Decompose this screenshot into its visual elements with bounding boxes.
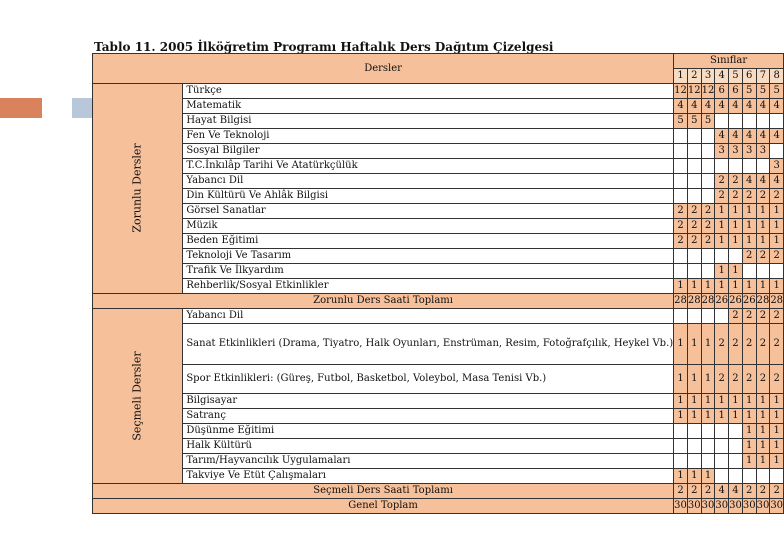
hour-cell: 4 bbox=[742, 129, 756, 144]
subject-name: Tarım/Hayvancılık Uygulamaları bbox=[183, 454, 674, 469]
header-siniflar: Sınıflar bbox=[674, 54, 784, 69]
hour-cell: 1 bbox=[729, 409, 743, 424]
subject-name: Sanat Etkinlikleri (Drama, Tiyatro, Halk Oyunları, Enstrüman, Resim, Fotoğrafçılık, Heykel Vb.) bbox=[183, 324, 674, 365]
hour-cell: 2 bbox=[701, 219, 715, 234]
hour-cell: 3 bbox=[715, 144, 729, 159]
hour-cell: 1 bbox=[742, 394, 756, 409]
hour-cell: 1 bbox=[674, 279, 688, 294]
hour-cell: 1 bbox=[715, 219, 729, 234]
hour-cell bbox=[701, 264, 715, 279]
table-row bbox=[93, 144, 784, 159]
zorunlu-total-row bbox=[93, 294, 784, 309]
subject-name: Trafik Ve İlkyardım bbox=[183, 264, 674, 279]
genel-total-cell: 30 bbox=[674, 499, 688, 514]
secmeli-total-cell: 2 bbox=[770, 484, 784, 499]
table-row bbox=[93, 264, 784, 279]
hour-cell bbox=[674, 129, 688, 144]
hour-cell: 5 bbox=[770, 84, 784, 99]
hour-cell: 4 bbox=[687, 99, 701, 114]
hour-cell: 1 bbox=[701, 279, 715, 294]
hour-cell: 1 bbox=[770, 219, 784, 234]
subject-name: Yabancı Dil bbox=[183, 309, 674, 324]
subject-name: Türkçe bbox=[183, 84, 674, 99]
header-grade: 6 bbox=[742, 69, 756, 84]
zorunlu-total-cell: 26 bbox=[729, 294, 743, 309]
subject-name: Takviye Ve Etüt Çalışmaları bbox=[183, 469, 674, 484]
hour-cell: 1 bbox=[715, 394, 729, 409]
hour-cell bbox=[770, 114, 784, 129]
hour-cell: 2 bbox=[715, 324, 729, 365]
hour-cell bbox=[729, 424, 743, 439]
hour-cell bbox=[687, 454, 701, 469]
hour-cell: 1 bbox=[756, 424, 770, 439]
hour-cell: 1 bbox=[756, 219, 770, 234]
accent-bar-blue-left bbox=[72, 98, 92, 118]
hour-cell: 2 bbox=[770, 189, 784, 204]
hour-cell: 1 bbox=[674, 365, 688, 394]
genel-total-cell: 30 bbox=[770, 499, 784, 514]
hour-cell: 1 bbox=[756, 439, 770, 454]
hour-cell: 1 bbox=[701, 469, 715, 484]
hour-cell: 1 bbox=[742, 439, 756, 454]
schedule-table bbox=[92, 53, 784, 514]
genel-total-cell: 30 bbox=[701, 499, 715, 514]
hour-cell bbox=[687, 189, 701, 204]
hour-cell: 1 bbox=[701, 394, 715, 409]
hour-cell: 2 bbox=[742, 309, 756, 324]
hour-cell: 1 bbox=[729, 219, 743, 234]
zorunlu-total-cell: 26 bbox=[742, 294, 756, 309]
hour-cell bbox=[742, 159, 756, 174]
genel-total-cell: 30 bbox=[756, 499, 770, 514]
hour-cell bbox=[715, 309, 729, 324]
hour-cell: 1 bbox=[729, 279, 743, 294]
hour-cell: 1 bbox=[729, 204, 743, 219]
hour-cell: 12 bbox=[687, 84, 701, 99]
subject-name: Görsel Sanatlar bbox=[183, 204, 674, 219]
hour-cell: 4 bbox=[770, 99, 784, 114]
hour-cell: 1 bbox=[715, 409, 729, 424]
secmeli-label: Seçmeli Dersler bbox=[130, 350, 144, 441]
hour-cell: 3 bbox=[770, 159, 784, 174]
hour-cell: 1 bbox=[701, 409, 715, 424]
hour-cell bbox=[701, 454, 715, 469]
hour-cell bbox=[770, 469, 784, 484]
hour-cell: 2 bbox=[715, 365, 729, 394]
hour-cell: 2 bbox=[729, 189, 743, 204]
table-row bbox=[93, 309, 784, 324]
genel-total-label: Genel Toplam bbox=[93, 499, 674, 514]
hour-cell bbox=[687, 424, 701, 439]
hour-cell: 5 bbox=[687, 114, 701, 129]
hour-cell bbox=[687, 174, 701, 189]
secmeli-total-cell: 2 bbox=[701, 484, 715, 499]
hour-cell: 1 bbox=[687, 409, 701, 424]
hour-cell: 1 bbox=[674, 469, 688, 484]
hour-cell: 2 bbox=[770, 365, 784, 394]
hour-cell: 4 bbox=[674, 99, 688, 114]
hour-cell bbox=[756, 469, 770, 484]
table-row bbox=[93, 454, 784, 469]
zorunlu-total-cell: 28 bbox=[756, 294, 770, 309]
hour-cell bbox=[701, 129, 715, 144]
hour-cell: 4 bbox=[770, 129, 784, 144]
subject-name: Teknoloji Ve Tasarım bbox=[183, 249, 674, 264]
hour-cell bbox=[742, 114, 756, 129]
hour-cell bbox=[687, 249, 701, 264]
table-row bbox=[93, 324, 784, 365]
hour-cell bbox=[729, 439, 743, 454]
hour-cell bbox=[674, 439, 688, 454]
hour-cell bbox=[715, 469, 729, 484]
hour-cell bbox=[715, 249, 729, 264]
hour-cell: 2 bbox=[742, 189, 756, 204]
hour-cell: 2 bbox=[687, 234, 701, 249]
hour-cell bbox=[770, 144, 784, 159]
hour-cell: 2 bbox=[715, 174, 729, 189]
hour-cell: 1 bbox=[742, 454, 756, 469]
hour-cell: 2 bbox=[674, 219, 688, 234]
hour-cell bbox=[674, 174, 688, 189]
hour-cell bbox=[729, 159, 743, 174]
hour-cell: 4 bbox=[729, 129, 743, 144]
hour-cell bbox=[674, 454, 688, 469]
table-row bbox=[93, 84, 784, 99]
subject-name: Beden Eğitimi bbox=[183, 234, 674, 249]
hour-cell bbox=[674, 249, 688, 264]
hour-cell: 1 bbox=[770, 439, 784, 454]
zorunlu-total-cell: 28 bbox=[770, 294, 784, 309]
hour-cell: 5 bbox=[756, 84, 770, 99]
genel-total-cell: 30 bbox=[715, 499, 729, 514]
hour-cell bbox=[701, 424, 715, 439]
hour-cell bbox=[701, 174, 715, 189]
hour-cell: 1 bbox=[770, 394, 784, 409]
zorunlu-total-cell: 28 bbox=[687, 294, 701, 309]
hour-cell bbox=[715, 454, 729, 469]
hour-cell bbox=[687, 264, 701, 279]
hour-cell: 2 bbox=[701, 204, 715, 219]
header-grade: 3 bbox=[701, 69, 715, 84]
hour-cell: 4 bbox=[701, 99, 715, 114]
hour-cell: 2 bbox=[756, 365, 770, 394]
subject-name: Müzik bbox=[183, 219, 674, 234]
hour-cell: 6 bbox=[715, 84, 729, 99]
hour-cell: 4 bbox=[729, 99, 743, 114]
hour-cell: 2 bbox=[674, 204, 688, 219]
subject-name: Sosyal Bilgiler bbox=[183, 144, 674, 159]
hour-cell bbox=[674, 144, 688, 159]
hour-cell: 2 bbox=[742, 365, 756, 394]
table-row bbox=[93, 234, 784, 249]
header-grade: 4 bbox=[715, 69, 729, 84]
hour-cell: 1 bbox=[687, 279, 701, 294]
hour-cell: 2 bbox=[756, 189, 770, 204]
hour-cell: 3 bbox=[729, 144, 743, 159]
hour-cell: 2 bbox=[729, 324, 743, 365]
secmeli-total-cell: 2 bbox=[674, 484, 688, 499]
header-dersler: Dersler bbox=[93, 54, 674, 84]
hour-cell: 1 bbox=[701, 324, 715, 365]
hour-cell bbox=[674, 264, 688, 279]
zorunlu-total-cell: 28 bbox=[674, 294, 688, 309]
hour-cell: 1 bbox=[729, 234, 743, 249]
hour-cell: 1 bbox=[742, 219, 756, 234]
subject-name: Yabancı Dil bbox=[183, 174, 674, 189]
accent-bar-orange bbox=[0, 98, 42, 118]
hour-cell: 1 bbox=[687, 394, 701, 409]
table-row bbox=[93, 365, 784, 394]
genel-total-row bbox=[93, 499, 784, 514]
hour-cell bbox=[674, 189, 688, 204]
zorunlu-total-cell: 26 bbox=[715, 294, 729, 309]
subject-name: Satranç bbox=[183, 409, 674, 424]
hour-cell: 1 bbox=[729, 264, 743, 279]
hour-cell: 1 bbox=[770, 454, 784, 469]
hour-cell bbox=[742, 264, 756, 279]
group-label-zorunlu bbox=[93, 84, 183, 294]
hour-cell: 1 bbox=[756, 234, 770, 249]
header-grade: 1 bbox=[674, 69, 688, 84]
hour-cell bbox=[729, 469, 743, 484]
hour-cell: 1 bbox=[674, 409, 688, 424]
hour-cell: 1 bbox=[756, 394, 770, 409]
hour-cell bbox=[729, 454, 743, 469]
hour-cell: 2 bbox=[729, 365, 743, 394]
hour-cell bbox=[701, 159, 715, 174]
hour-cell bbox=[687, 309, 701, 324]
hour-cell bbox=[687, 129, 701, 144]
hour-cell: 1 bbox=[715, 279, 729, 294]
genel-total-cell: 30 bbox=[729, 499, 743, 514]
hour-cell: 2 bbox=[701, 234, 715, 249]
hour-cell bbox=[701, 249, 715, 264]
subject-name: Fen Ve Teknoloji bbox=[183, 129, 674, 144]
hour-cell: 1 bbox=[770, 234, 784, 249]
subject-name: Din Kültürü Ve Ahlâk Bilgisi bbox=[183, 189, 674, 204]
hour-cell bbox=[701, 144, 715, 159]
hour-cell: 2 bbox=[770, 309, 784, 324]
hour-cell: 4 bbox=[756, 129, 770, 144]
hour-cell bbox=[756, 264, 770, 279]
hour-cell: 4 bbox=[715, 129, 729, 144]
hour-cell: 4 bbox=[742, 99, 756, 114]
hour-cell: 1 bbox=[742, 234, 756, 249]
hour-cell: 3 bbox=[742, 144, 756, 159]
hour-cell: 1 bbox=[715, 234, 729, 249]
hour-cell: 4 bbox=[756, 174, 770, 189]
table-row bbox=[93, 409, 784, 424]
table-row bbox=[93, 114, 784, 129]
table-row bbox=[93, 99, 784, 114]
secmeli-total-row bbox=[93, 484, 784, 499]
table-row bbox=[93, 129, 784, 144]
hour-cell: 1 bbox=[715, 264, 729, 279]
hour-cell: 1 bbox=[770, 204, 784, 219]
hour-cell: 1 bbox=[756, 279, 770, 294]
hour-cell: 1 bbox=[687, 324, 701, 365]
hour-cell: 2 bbox=[742, 324, 756, 365]
hour-cell: 1 bbox=[742, 424, 756, 439]
table-row bbox=[93, 279, 784, 294]
hour-cell: 1 bbox=[715, 204, 729, 219]
subject-name: Spor Etkinlikleri: (Güreş, Futbol, Basketbol, Voleybol, Masa Tenisi Vb.) bbox=[183, 365, 674, 394]
group-label-secmeli bbox=[93, 309, 183, 484]
hour-cell: 2 bbox=[770, 324, 784, 365]
hour-cell: 3 bbox=[756, 144, 770, 159]
secmeli-total-cell: 2 bbox=[687, 484, 701, 499]
hour-cell bbox=[715, 159, 729, 174]
hour-cell: 2 bbox=[715, 189, 729, 204]
hour-cell: 4 bbox=[770, 174, 784, 189]
secmeli-total-cell: 4 bbox=[715, 484, 729, 499]
hour-cell: 1 bbox=[674, 324, 688, 365]
hour-cell: 2 bbox=[770, 249, 784, 264]
hour-cell: 1 bbox=[770, 409, 784, 424]
hour-cell: 6 bbox=[729, 84, 743, 99]
subject-name: Rehberlik/Sosyal Etkinlikler bbox=[183, 279, 674, 294]
header-grade: 2 bbox=[687, 69, 701, 84]
hour-cell bbox=[687, 159, 701, 174]
zorunlu-total-cell: 28 bbox=[701, 294, 715, 309]
hour-cell: 1 bbox=[687, 365, 701, 394]
hour-cell: 5 bbox=[742, 84, 756, 99]
table-row bbox=[93, 219, 784, 234]
hour-cell bbox=[729, 114, 743, 129]
hour-cell: 2 bbox=[729, 174, 743, 189]
hour-cell: 1 bbox=[770, 279, 784, 294]
hour-cell bbox=[674, 159, 688, 174]
hour-cell: 4 bbox=[742, 174, 756, 189]
table-title: Tablo 11. 2005 İlköğretim Programı Haftalık Ders Dağıtım Çizelgesi bbox=[94, 40, 554, 54]
hour-cell: 4 bbox=[715, 99, 729, 114]
table-row bbox=[93, 189, 784, 204]
subject-name: Matematik bbox=[183, 99, 674, 114]
subject-name: T.C.İnkılâp Tarihi Ve Atatürkçülük bbox=[183, 159, 674, 174]
hour-cell bbox=[687, 439, 701, 454]
hour-cell: 2 bbox=[729, 309, 743, 324]
hour-cell: 1 bbox=[729, 394, 743, 409]
hour-cell: 4 bbox=[756, 99, 770, 114]
table-row bbox=[93, 469, 784, 484]
hour-cell bbox=[742, 469, 756, 484]
table-row bbox=[93, 439, 784, 454]
hour-cell: 1 bbox=[742, 279, 756, 294]
secmeli-total-cell: 2 bbox=[756, 484, 770, 499]
header-row bbox=[93, 54, 784, 69]
hour-cell: 1 bbox=[742, 409, 756, 424]
hour-cell bbox=[756, 159, 770, 174]
hour-cell: 2 bbox=[742, 249, 756, 264]
table-row bbox=[93, 159, 784, 174]
hour-cell: 1 bbox=[756, 409, 770, 424]
hour-cell bbox=[674, 309, 688, 324]
hour-cell bbox=[756, 114, 770, 129]
hour-cell: 2 bbox=[756, 309, 770, 324]
hour-cell: 2 bbox=[756, 249, 770, 264]
hour-cell: 2 bbox=[674, 234, 688, 249]
hour-cell: 12 bbox=[701, 84, 715, 99]
table-row bbox=[93, 424, 784, 439]
hour-cell: 1 bbox=[756, 454, 770, 469]
hour-cell bbox=[687, 144, 701, 159]
table-row bbox=[93, 174, 784, 189]
hour-cell: 5 bbox=[701, 114, 715, 129]
subject-name: Düşünme Eğitimi bbox=[183, 424, 674, 439]
header-grade: 7 bbox=[756, 69, 770, 84]
hour-cell: 1 bbox=[770, 424, 784, 439]
hour-cell: 1 bbox=[756, 204, 770, 219]
table-row bbox=[93, 204, 784, 219]
hour-cell bbox=[674, 424, 688, 439]
hour-cell bbox=[770, 264, 784, 279]
secmeli-total-label: Seçmeli Ders Saati Toplamı bbox=[93, 484, 674, 499]
hour-cell bbox=[701, 189, 715, 204]
hour-cell bbox=[715, 114, 729, 129]
hour-cell: 2 bbox=[756, 324, 770, 365]
hour-cell bbox=[715, 439, 729, 454]
header-grade: 5 bbox=[729, 69, 743, 84]
hour-cell bbox=[701, 309, 715, 324]
hour-cell: 5 bbox=[674, 114, 688, 129]
hour-cell: 1 bbox=[742, 204, 756, 219]
hour-cell bbox=[701, 439, 715, 454]
hour-cell bbox=[729, 249, 743, 264]
table-row bbox=[93, 249, 784, 264]
header-grade: 8 bbox=[770, 69, 784, 84]
subject-name: Halk Kültürü bbox=[183, 439, 674, 454]
secmeli-total-cell: 4 bbox=[729, 484, 743, 499]
genel-total-cell: 30 bbox=[742, 499, 756, 514]
hour-cell bbox=[715, 424, 729, 439]
genel-total-cell: 30 bbox=[687, 499, 701, 514]
hour-cell: 12 bbox=[674, 84, 688, 99]
hour-cell: 1 bbox=[687, 469, 701, 484]
hour-cell: 2 bbox=[687, 219, 701, 234]
hour-cell: 2 bbox=[687, 204, 701, 219]
subject-name: Hayat Bilgisi bbox=[183, 114, 674, 129]
hour-cell: 1 bbox=[701, 365, 715, 394]
secmeli-total-cell: 2 bbox=[742, 484, 756, 499]
table-row bbox=[93, 394, 784, 409]
hour-cell: 1 bbox=[674, 394, 688, 409]
subject-name: Bilgisayar bbox=[183, 394, 674, 409]
zorunlu-label: Zorunlu Dersler bbox=[130, 143, 144, 233]
zorunlu-total-label: Zorunlu Ders Saati Toplamı bbox=[93, 294, 674, 309]
